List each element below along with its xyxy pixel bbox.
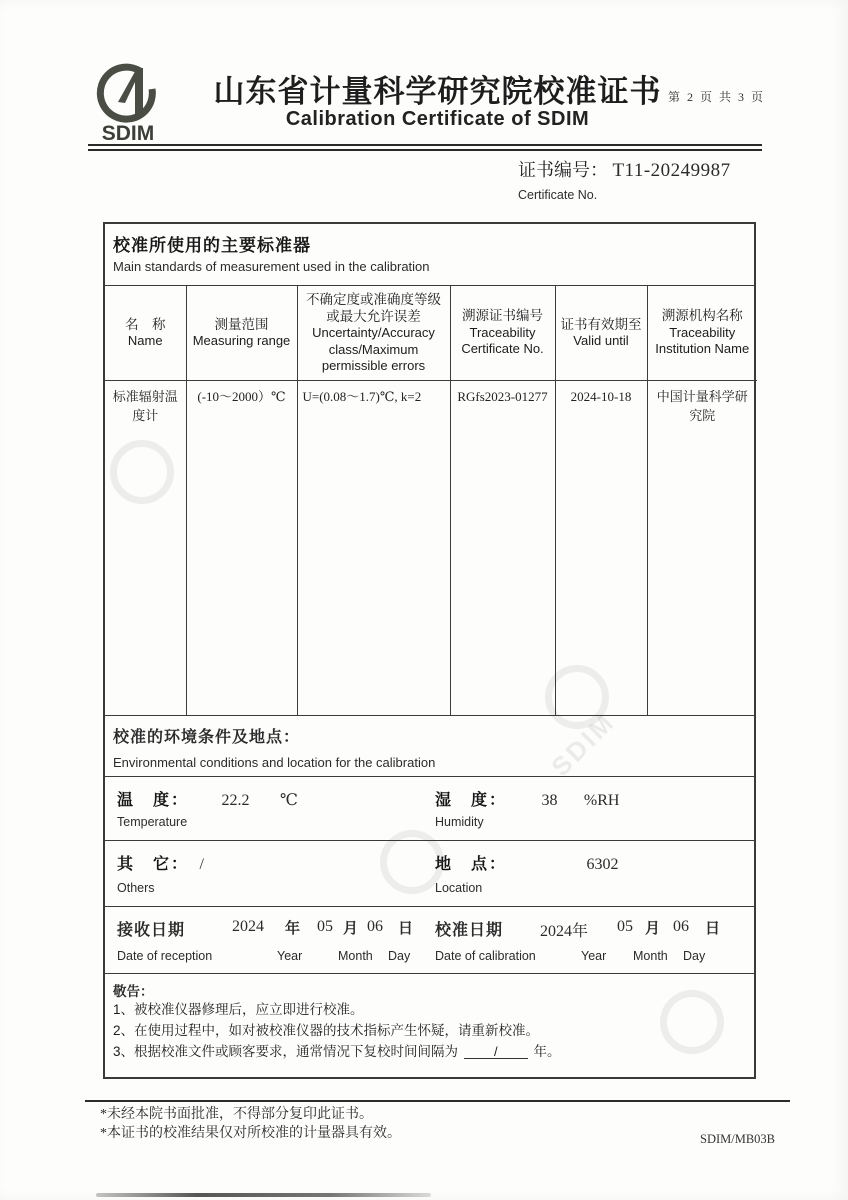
header-divider <box>88 144 762 151</box>
others-label-en: Others <box>117 881 155 895</box>
standards-title-en: Main standards of measurement used in the calibration <box>113 259 430 274</box>
calibration-month-unit: 月 <box>645 920 661 937</box>
page-number: 第 2 页 共 3 页 <box>668 90 766 104</box>
temperature-humidity-row <box>105 777 754 841</box>
calibration-label-en: Date of calibration <box>435 949 536 963</box>
col-header-uncertainty <box>297 286 450 380</box>
others-value: / <box>199 856 204 873</box>
standards-section-title <box>105 224 754 286</box>
col-uncertainty-en: Uncertainty/Accuracy class/Maximum permissible errors <box>312 325 435 374</box>
col-header-name <box>105 286 186 380</box>
temperature-label-zh: 温 度： <box>117 792 190 809</box>
cell-institution: 中国计量科学研究院 <box>647 380 757 715</box>
reception-month-unit: 月 <box>343 920 359 937</box>
calibration-label-zh: 校准日期 <box>435 922 504 939</box>
footnote-1: *未经本院书面批准，不得部分复印此证书。 <box>100 1107 373 1122</box>
temperature-field <box>117 787 298 810</box>
certificate-no-value: T11-20249987 <box>612 160 731 181</box>
temperature-unit: ℃ <box>279 792 298 809</box>
reception-day-en: Day <box>388 949 411 963</box>
others-location-row <box>105 841 754 907</box>
col-valid-until-en: Valid until <box>573 333 629 349</box>
environment-section-title <box>105 715 754 777</box>
others-field <box>117 851 204 874</box>
footer-divider <box>85 1100 790 1102</box>
logo-text: SDIM <box>101 122 155 145</box>
others-label-zh: 其 它： <box>117 856 190 873</box>
calibration-day: 06 <box>673 918 689 935</box>
cell-trace-cert: RGfs2023-01277 <box>450 380 555 715</box>
certificate-title-zh: 山东省计量科学研究院校准证书 <box>213 74 662 109</box>
notice-item-1: 1、被校准仪器修理后，应立即进行校准。 <box>113 1002 364 1017</box>
watermark-text: SDIM <box>545 706 621 782</box>
standards-table <box>105 286 757 715</box>
scan-artifact <box>96 1193 431 1197</box>
notice-item-3-prefix: 3、根据校准文件或顾客要求，通常情况下复校时间间隔为 <box>113 1043 459 1059</box>
temperature-value: 22.2 <box>221 792 250 809</box>
col-header-range <box>186 286 297 380</box>
footnotes <box>100 1106 401 1144</box>
col-institution-zh: 溯源机构名称 <box>661 308 743 324</box>
calibration-year: 2024年 <box>540 923 589 940</box>
location-field <box>435 851 618 874</box>
location-label-zh: 地 点： <box>435 856 508 873</box>
notice-item-2: 2、在使用过程中，如对被校准仪器的技术指标产生怀疑，请重新校准。 <box>113 1022 540 1038</box>
cell-range: (-10～2000）℃ <box>186 380 297 715</box>
col-range-en: Measuring range <box>192 333 291 349</box>
col-trace-cert-en: Traceability Certificate No. <box>461 324 544 357</box>
cell-name: 标准辐射温度计 <box>105 380 186 715</box>
form-code: SDIM/MB03B <box>700 1132 776 1146</box>
footnote-2: *本证书的校准结果仅对所校准的计量器具有效。 <box>100 1125 401 1141</box>
col-header-institution <box>647 286 757 380</box>
calibration-day-unit: 日 <box>705 920 721 937</box>
calibration-month-en: Month <box>633 949 668 963</box>
environment-title-en: Environmental conditions and location for the calibration <box>113 755 436 770</box>
standards-header-row <box>105 286 757 380</box>
col-institution-en: Traceability Institution Name <box>655 324 750 357</box>
notice-title: 敬告： <box>113 984 154 999</box>
notice-item-3 <box>113 1042 744 1063</box>
col-trace-cert-zh: 溯源证书编号 <box>462 308 543 324</box>
humidity-field <box>435 787 619 810</box>
certificate-body-frame <box>103 222 756 1079</box>
calibration-day-en: Day <box>683 949 706 963</box>
humidity-label-zh: 湿 度： <box>435 792 508 809</box>
reception-label-en: Date of reception <box>117 949 213 963</box>
location-value: 6302 <box>586 856 619 873</box>
col-valid-until-zh: 证书有效期至 <box>560 316 642 332</box>
reception-month: 05 <box>317 918 333 935</box>
certificate-number-block <box>518 156 731 202</box>
reception-month-en: Month <box>338 949 373 963</box>
col-uncertainty-zh: 不确定度或准确度等级或最大允许误差 <box>306 291 441 324</box>
reception-day: 06 <box>367 918 383 935</box>
notice-section <box>105 974 754 1068</box>
calibration-month: 05 <box>617 918 633 935</box>
standards-table-wrap <box>105 286 754 715</box>
location-label-en: Location <box>435 881 483 895</box>
sdim-logo-icon <box>90 62 166 146</box>
certificate-no-label-en: Certificate No. <box>518 188 598 202</box>
col-name-zh: 名 称 <box>125 316 166 332</box>
environment-title-zh: 校准的环境条件及地点： <box>113 729 301 746</box>
reception-day-unit: 日 <box>398 920 414 937</box>
temperature-label-en: Temperature <box>117 815 188 829</box>
notice-item-3-suffix: 年。 <box>533 1043 561 1059</box>
humidity-label-en: Humidity <box>435 815 484 829</box>
standards-title-zh: 校准所使用的主要标准器 <box>113 236 311 255</box>
reception-year: 2024 <box>232 918 264 935</box>
humidity-unit: %RH <box>583 792 620 809</box>
dates-row <box>105 907 754 974</box>
reception-label-zh: 接收日期 <box>117 922 186 939</box>
reception-year-unit: 年 <box>285 920 301 937</box>
col-header-valid-until <box>555 286 647 380</box>
col-name-en: Name <box>127 333 163 349</box>
certificate-no-label-zh: 证书编号： <box>518 160 608 180</box>
reception-year-en: Year <box>277 949 303 963</box>
cell-valid-until: 2024-10-18 <box>555 380 647 715</box>
notice-item-3-blank: / <box>464 1045 528 1059</box>
col-header-trace-cert <box>450 286 555 380</box>
cell-uncertainty: U=(0.08～1.7)℃, k=2 <box>297 380 450 715</box>
calibration-year-en: Year <box>581 949 607 963</box>
col-range-zh: 测量范围 <box>214 316 269 332</box>
certificate-title-en: Calibration Certificate of SDIM <box>285 108 590 130</box>
humidity-value: 38 <box>541 792 558 809</box>
standards-data-row <box>105 380 757 715</box>
